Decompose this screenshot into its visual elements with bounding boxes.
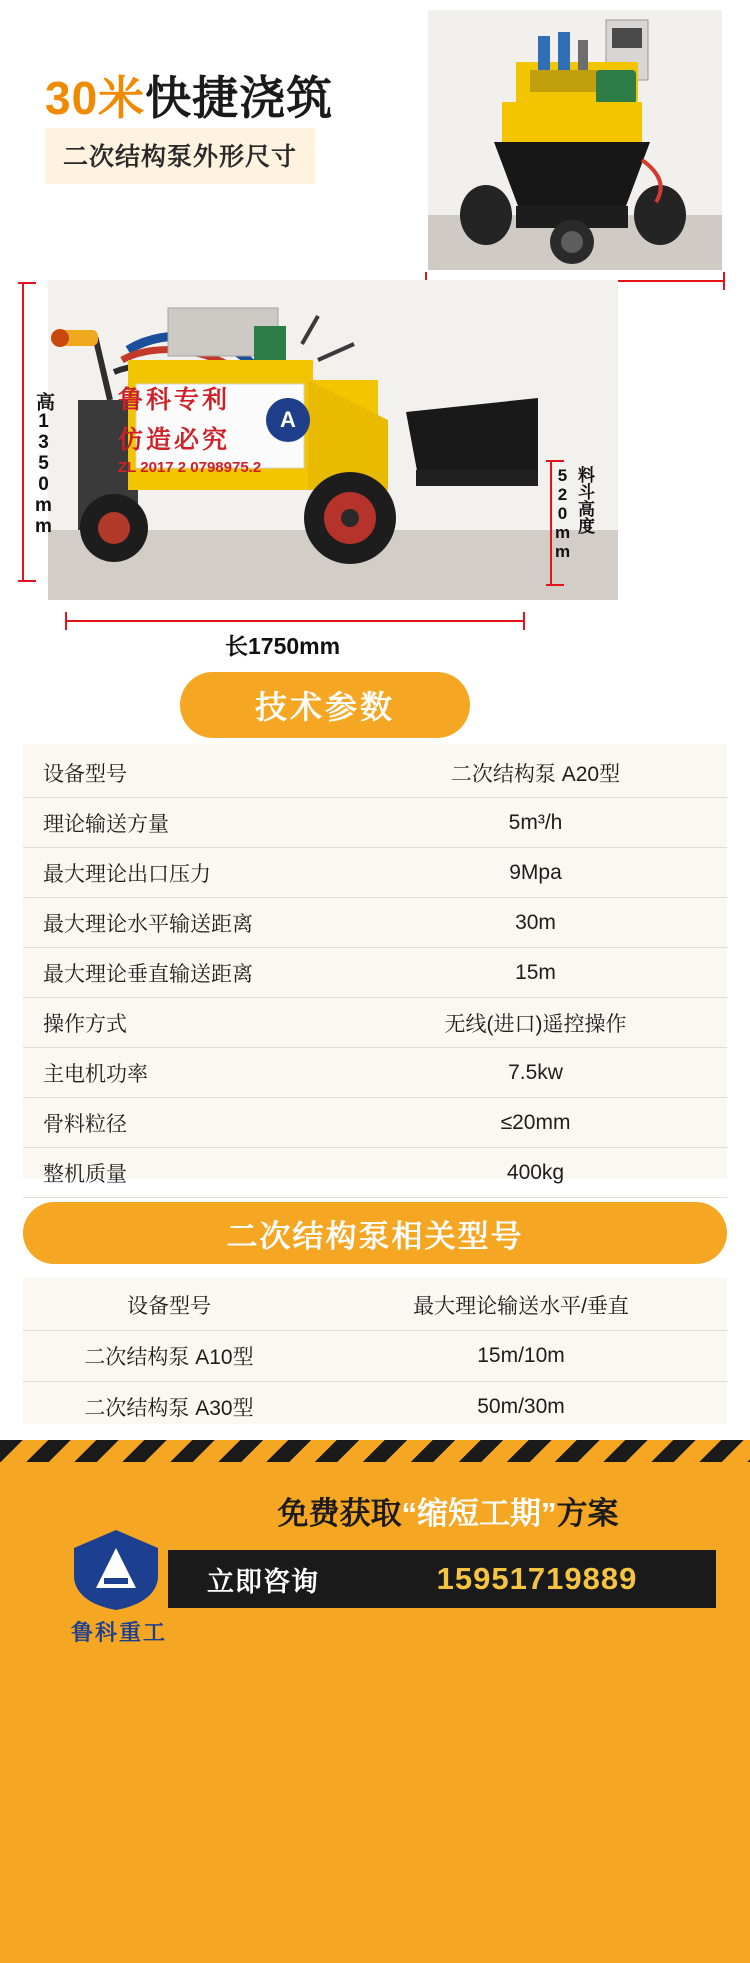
related-key: 二次结构泵 A10型	[23, 1331, 315, 1382]
footer-headline	[168, 1488, 728, 1533]
table-row	[23, 1098, 727, 1148]
dim-cap-bottom	[546, 584, 564, 586]
table-header-row	[23, 1280, 727, 1331]
related-header-value: 最大理论输送水平/垂直	[315, 1280, 727, 1331]
table-row	[23, 948, 727, 998]
headline-pre: 免费获取	[277, 1496, 402, 1531]
front-view-photo	[420, 10, 730, 270]
machine-label-line2: 仿造必究	[118, 426, 231, 454]
brand-name: 鲁科重工	[70, 1620, 167, 1645]
spec-key: 最大理论出口压力	[23, 848, 344, 898]
machine-label-line3: ZL 2017 2 0798975.2	[118, 459, 262, 476]
table-row	[23, 848, 727, 898]
spec-key: 理论输送方量	[23, 798, 344, 848]
dim-cap-bottom	[18, 580, 36, 582]
spec-key: 最大理论垂直输送距离	[23, 948, 344, 998]
spec-key: 整机质量	[23, 1148, 344, 1198]
height-label: 高1350mm	[33, 392, 54, 537]
dim-cap-right	[723, 272, 725, 290]
brand-logo-icon: A	[266, 398, 310, 442]
side-view-photo	[18, 280, 618, 600]
table-row	[23, 898, 727, 948]
spec-table	[23, 748, 727, 1247]
table-row	[23, 998, 727, 1048]
hopper-height-label-1: 料斗高度	[575, 466, 594, 534]
spec-value: 5m³/h	[344, 798, 727, 848]
table-row	[23, 1331, 727, 1382]
brand-logo	[26, 1484, 167, 1645]
related-key: 二次结构泵 A30型	[84, 1397, 254, 1420]
table-row	[23, 748, 727, 798]
phone-number[interactable]: 15951719889	[436, 1561, 638, 1596]
footer-banner	[0, 1440, 750, 1963]
machine-label-line1: 鲁科专利	[118, 386, 231, 414]
spec-key: 设备型号	[23, 748, 344, 798]
page-title	[45, 62, 333, 128]
contact-bar[interactable]	[168, 1550, 716, 1608]
hazard-stripe	[0, 1440, 750, 1462]
spec-key: 操作方式	[23, 998, 344, 1048]
dim-cap-left	[65, 612, 67, 630]
length-dimension	[65, 612, 525, 659]
table-row	[23, 798, 727, 848]
spec-section-title: 技术参数	[180, 672, 470, 738]
related-value: 50m/30m	[477, 1395, 565, 1418]
spec-value: 7.5kw	[344, 1048, 727, 1098]
table-row	[23, 1148, 727, 1198]
related-section-title: 二次结构泵相关型号	[23, 1202, 727, 1264]
shield-icon	[66, 1526, 166, 1612]
table-row	[23, 1382, 727, 1433]
related-table	[23, 1280, 727, 1432]
spec-value: 30m	[344, 898, 727, 948]
spec-key: 骨料粒径	[23, 1098, 344, 1148]
spec-key: 主电机功率	[23, 1048, 344, 1098]
hopper-height-label-2: 520mm	[553, 466, 572, 561]
consult-button[interactable]: 立即咨询	[207, 1566, 319, 1597]
height-dimension	[18, 282, 58, 582]
side-view-illustration	[18, 280, 618, 600]
hopper-height-dimension	[536, 460, 596, 590]
spec-key: 最大理论水平输送距离	[23, 898, 344, 948]
front-view-illustration	[420, 10, 730, 270]
spec-value: 无线(进口)遥控操作	[344, 998, 727, 1048]
spec-value: 9Mpa	[344, 848, 727, 898]
dim-line	[22, 282, 24, 582]
related-header-key: 设备型号	[23, 1280, 315, 1331]
table-row	[23, 1048, 727, 1098]
headline-highlight: “缩短工期”	[401, 1496, 557, 1531]
spec-value: 400kg	[344, 1148, 727, 1198]
dim-line	[65, 620, 525, 622]
headline-post: 方案	[556, 1496, 619, 1531]
dim-cap-right	[523, 612, 525, 630]
spec-value: 15m	[344, 948, 727, 998]
dim-cap-top	[18, 282, 36, 284]
spec-value: ≤20mm	[344, 1098, 727, 1148]
title-number: 30米	[45, 72, 146, 124]
page-subtitle: 二次结构泵外形尺寸	[45, 128, 315, 184]
spec-value: 二次结构泵 A20型	[344, 748, 727, 798]
related-value: 15m/10m	[315, 1331, 727, 1382]
dim-cap-top	[546, 460, 564, 462]
length-label: 长1750mm	[225, 633, 341, 659]
title-rest: 快捷浇筑	[145, 72, 334, 124]
